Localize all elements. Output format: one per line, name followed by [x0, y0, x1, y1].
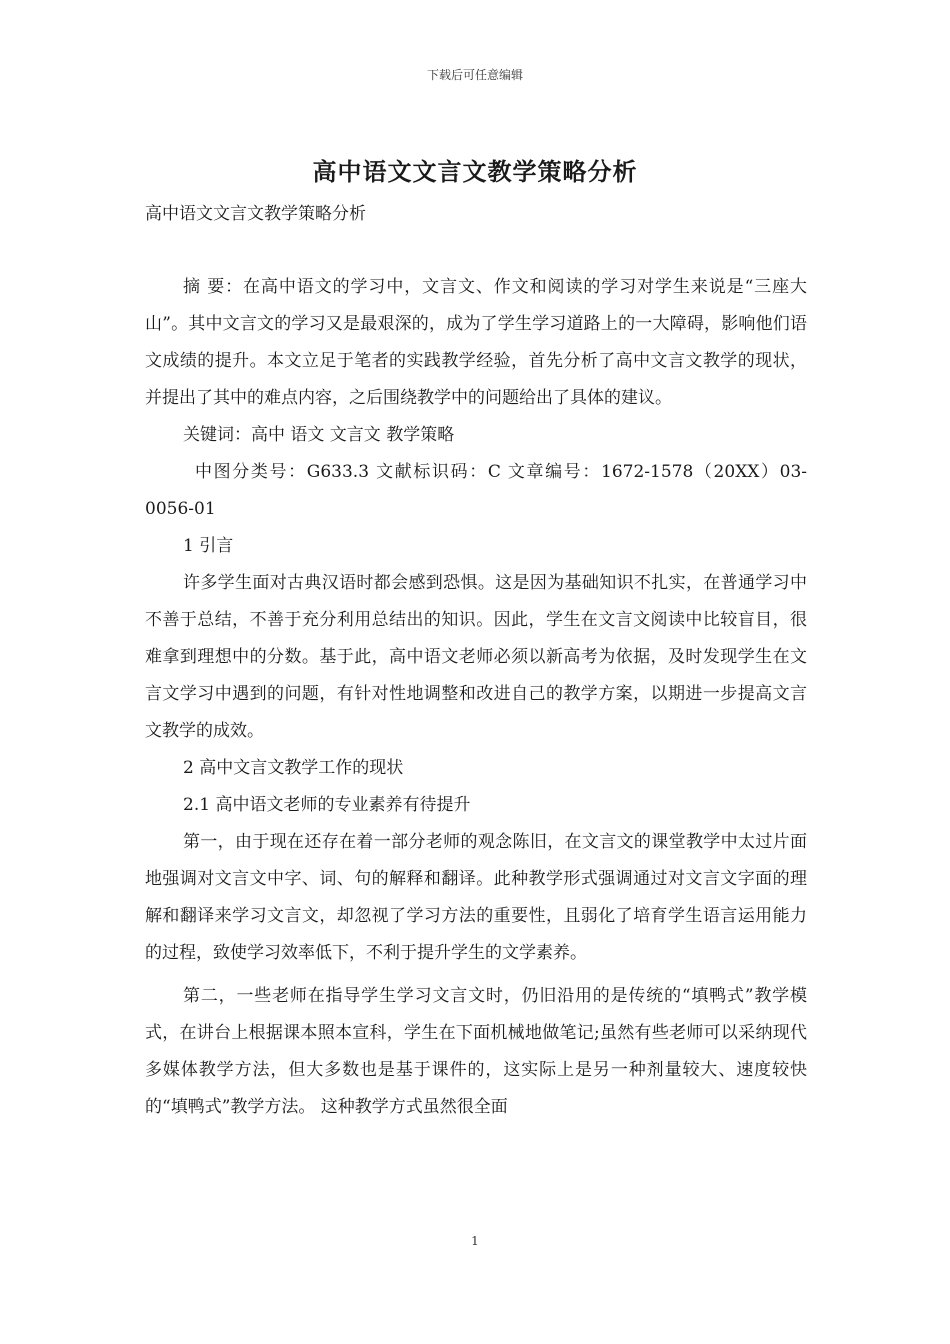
page-number: 1 — [471, 1234, 479, 1248]
abstract-paragraph: 摘 要：在高中语文的学习中，文言文、作文和阅读的学习对学生来说是“三座大山”。其中文言文的学习又是最艰深的，成为了学生学习道路上的一大障碍，影响他们语文成绩的提升。本文立足于笔者的实践教学经验，首先分析了高中文言文教学的现状，并提出了其中的难点内容，之后围绕教学中的问题给出了具体的建议。 — [145, 277, 807, 408]
header-note: 下载后可任意编辑 — [426, 68, 523, 82]
document-title: 高中语文文言文教学策略分析 — [312, 157, 638, 186]
keywords-line: 关键词：高中 语文 文言文 教学策略 — [183, 425, 455, 445]
section-2-1-heading: 2.1 高中语文老师的专业素养有待提升 — [183, 795, 471, 815]
doc-code: 文献标识码：C — [376, 462, 501, 482]
section-2-paragraph-1: 第一，由于现在还存在着一部分老师的观念陈旧，在文言文的课堂教学中太过片面地强调对文言文中字、词、句的解释和翻译。此种教学形式强调通过对文言文字面的理解和翻译来学习文言文，却忽视了学习方法的重要性，且弱化了培育学生语言运用能力的过程，致使学习效率低下，不利于提升学生的文学素养。 — [145, 832, 807, 963]
article-number: 文章编号：1672-1578（20XX）03-0056-01 — [145, 462, 808, 519]
section-1-paragraph: 许多学生面对古典汉语时都会感到恐惧。这是因为基础知识不扎实，在普通学习中不善于总结，不善于充分利用总结出的知识。因此，学生在文言文阅读中比较盲目，很难拿到理想中的分数。基于此，高中语文老师必须以新高考为依据，及时发现学生在文言文学习中遇到的问题，有针对性地调整和改进自己的教学方案，以期进一步提高文言文教学的成效。 — [145, 573, 807, 741]
document-body — [145, 196, 807, 1126]
section-1-heading: 1 引言 — [183, 536, 234, 556]
classification-codes — [145, 454, 807, 528]
clc-code: 中图分类号：G633.3 — [195, 462, 370, 482]
document-subtitle: 高中语文文言文教学策略分析 — [145, 204, 366, 224]
section-2-heading: 2 高中文言文教学工作的现状 — [183, 758, 404, 778]
section-2-paragraph-2: 第二，一些老师在指导学生学习文言文时，仍旧沿用的是传统的“填鸭式”教学模式，在讲台上根据课本照本宣科，学生在下面机械地做笔记;虽然有些老师可以采纳现代多媒体教学方法，但大多数也是基于课件的，这实际上是另一种剂量较大、速度较快的“填鸭式”教学方法。 这种教学方式虽然很全面 — [145, 986, 807, 1117]
